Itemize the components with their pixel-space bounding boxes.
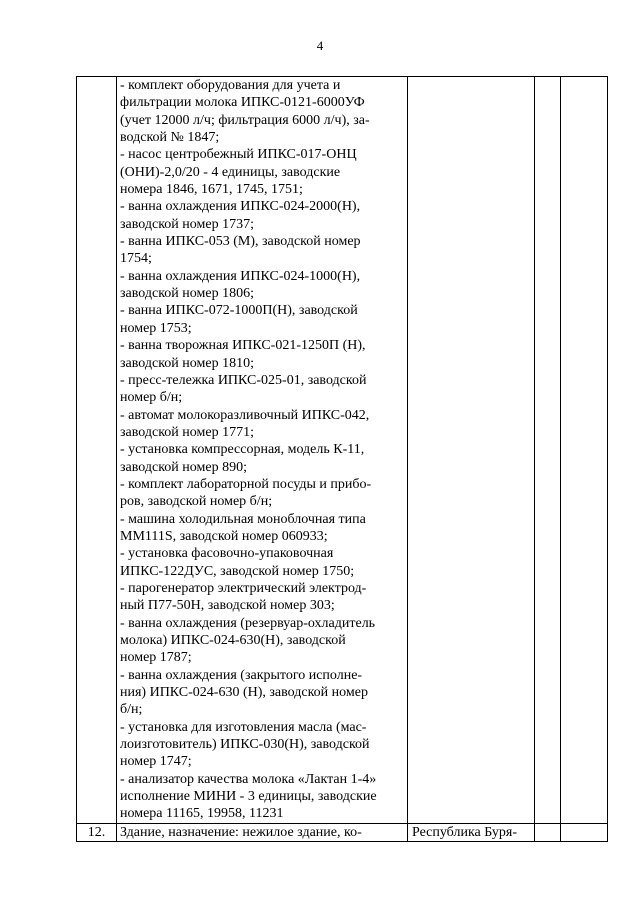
description-line: Здание, назначение: нежилое здание, ко- — [120, 824, 362, 840]
description-cell — [117, 823, 408, 841]
row-number-cell — [77, 77, 117, 824]
description-line: (учет 12000 л/ч; фильтрация 6000 л/ч), за- — [120, 112, 370, 128]
description-line: - ванна охлаждения (резервуар-охладитель — [120, 615, 376, 631]
description-line: - ванна творожная ИПКС-021-1250П (Н), — [120, 338, 366, 354]
description-line: - комплект лабораторной посуды и прибо- — [120, 476, 372, 492]
description-line: - ванна ИПКС-053 (М), заводской номер — [120, 234, 361, 250]
description-cell — [117, 77, 408, 824]
description-line: фильтрации молока ИПКС-0121-6000УФ — [120, 95, 365, 111]
description-line: - пресс-тележка ИПКС-025-01, заводской — [120, 372, 367, 388]
description-line: номер 1753; — [120, 320, 192, 336]
row-number-cell: 12. — [77, 823, 117, 841]
extra-cell — [561, 823, 608, 841]
description-line: - комплект оборудования для учета и — [120, 78, 341, 93]
property-table — [76, 76, 608, 842]
description-line: - установка фасовочно-упаковочная — [120, 546, 334, 562]
description-line: номер 1747; — [120, 754, 192, 770]
description-line: - машина холодильная моноблочная типа — [120, 511, 366, 527]
description-line: заводской номер 890; — [120, 459, 247, 475]
extra-cell — [561, 77, 608, 824]
region-cell — [408, 77, 535, 824]
description-line: - насос центробежный ИПКС-017-ОНЦ — [120, 147, 357, 163]
description-line: заводской номер 1771; — [120, 424, 254, 440]
description-line: (ОНИ)-2,0/20 - 4 единицы, заводские — [120, 164, 341, 180]
description-line: заводской номер 1737; — [120, 216, 254, 232]
extra-cell — [535, 77, 561, 824]
description-line: ров, заводской номер б/н; — [120, 494, 273, 510]
description-line: ММ111S, заводской номер 060933; — [120, 528, 328, 544]
description-line: молока) ИПКС-024-630(Н), заводской — [120, 633, 346, 648]
description-line: лоизготовитель) ИПКС-030(Н), заводской — [120, 737, 370, 753]
description-line: ИПКС-122ДУС, заводской номер 1750; — [120, 563, 355, 579]
region-cell: Республика Буря- — [408, 823, 535, 841]
description-line: 1754; — [120, 251, 152, 267]
description-line: - ванна охлаждения ИПКС-024-1000(Н), — [120, 268, 361, 284]
extra-cell — [535, 823, 561, 841]
description-line: б/н; — [120, 702, 143, 718]
description-line: номер б/н; — [120, 390, 183, 406]
description-line: номер 1787; — [120, 650, 192, 666]
description-line: - установка для изготовления масла (мас- — [120, 719, 367, 735]
description-line: - ванна ИПКС-072-1000П(Н), заводской — [120, 303, 358, 319]
description-line: номера 11165, 19958, 11231 — [120, 806, 284, 822]
description-line: ния) ИПКС-024-630 (Н), заводской номер — [120, 685, 368, 701]
description-line: - ванна охлаждения (закрытого исполне- — [120, 667, 363, 683]
description-line: заводской номер 1806; — [120, 286, 254, 302]
description-line: заводской номер 1810; — [120, 355, 254, 371]
page-number: 4 — [316, 38, 324, 53]
description-line: - ванна охлаждения ИПКС-024-2000(Н), — [120, 199, 361, 215]
description-line: исполнение МИНИ - 3 единицы, заводские — [120, 789, 377, 805]
table-row — [77, 77, 608, 824]
description-line: - анализатор качества молока «Лактан 1-4» — [120, 771, 377, 787]
description-line: водской № 1847; — [120, 130, 220, 146]
description-line: номера 1846, 1671, 1745, 1751; — [120, 182, 303, 198]
table-row — [77, 823, 608, 841]
description-line: ный П77-50Н, заводской номер 303; — [120, 598, 335, 614]
description-line: - парогенератор электрический электрод- — [120, 580, 367, 596]
description-line: - установка компрессорная, модель К-11, — [120, 442, 365, 458]
description-line: - автомат молокоразливочный ИПКС-042, — [120, 407, 370, 423]
